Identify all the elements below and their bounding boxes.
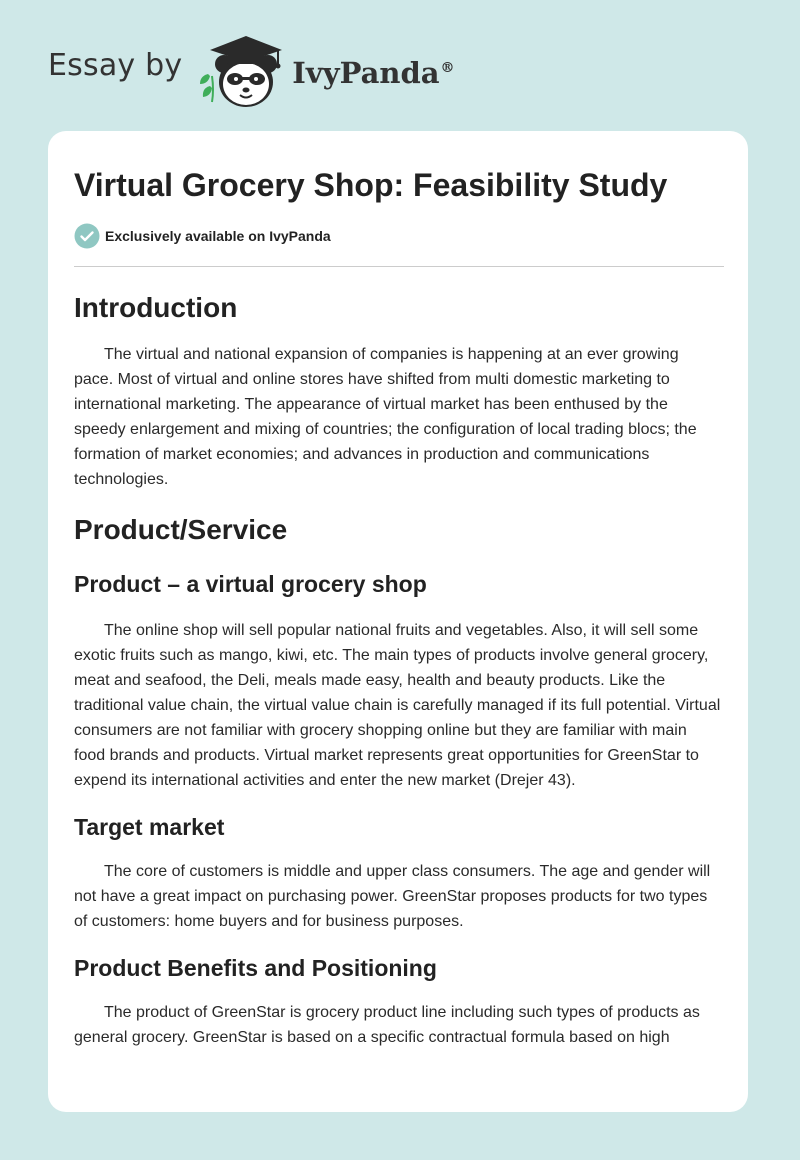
paragraph-product: The online shop will sell popular national fruits and vegetables. Also, it will sell some exotic fruits such as mango, kiwi, etc. The main types of products involve general grocery, meat and seafood, the Deli, meals made easy, health and beauty products. Like the traditional value chain, the virtual value chain is carefully managed if its full potential. Virtual consumers are not familiar with grocery shopping online but they are familiar with main food brands and products. Virtual market represents great opportunities for GreenStar to expend its international activities and enter the new market (Drejer 43). <box>74 622 721 789</box>
article-card <box>48 131 748 1112</box>
paragraph-introduction: The virtual and national expansion of companies is happening at an ever growing pace. Most of virtual and online stores have shifted from multi domestic marketing to international marketing. The appearance of virtual market has been enthused by the speedy enlargement and mixing of countries; the configuration of local trading blocs; the formation of market economies; and advances in production and communications technologies. <box>74 346 697 488</box>
exclusive-badge <box>74 223 722 249</box>
check-circle-icon <box>74 223 100 249</box>
panda-graduate-icon[interactable] <box>198 28 288 112</box>
paragraph-target-market: The core of customers is middle and upper class consumers. The age and gender will not have a great impact on purchasing power. GreenStar proposes products for two types of customers: home buyers and for business purposes. <box>74 863 711 930</box>
heading-introduction: Introduction <box>74 292 238 323</box>
heading-product-benefits: Product Benefits and Positioning <box>74 955 437 981</box>
heading-target-market: Target market <box>74 814 225 840</box>
brand-name-text: IvyPanda <box>292 56 440 90</box>
brand-prefix: Essay by <box>48 47 183 83</box>
article-title: Virtual Grocery Shop: Feasibility Study <box>74 167 668 203</box>
title-divider <box>74 266 724 267</box>
paragraph-product-benefits: The product of GreenStar is grocery product line including such types of products as general grocery. GreenStar is based on a specific contractual formula based on high <box>74 1004 700 1046</box>
registered-mark: ® <box>440 60 455 77</box>
heading-product-service: Product/Service <box>74 514 288 545</box>
site-header <box>48 28 455 112</box>
brand-name[interactable] <box>292 56 454 90</box>
heading-product: Product – a virtual grocery shop <box>74 571 427 597</box>
exclusive-badge-text: Exclusively available on IvyPanda <box>105 228 331 244</box>
